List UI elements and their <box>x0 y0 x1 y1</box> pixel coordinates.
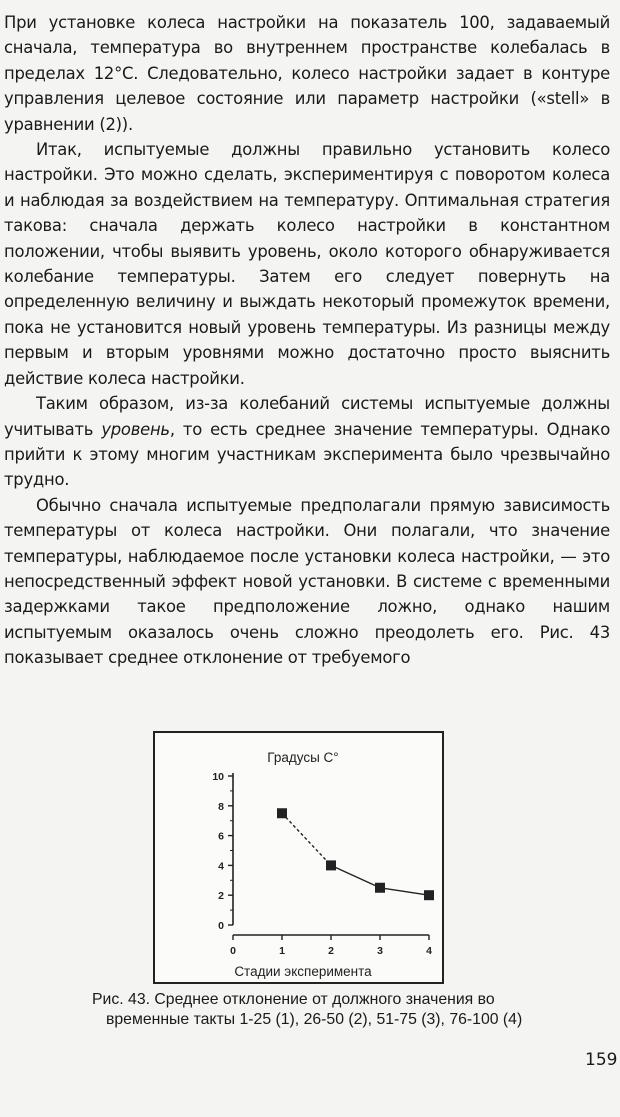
y-tick-label: 8 <box>218 800 224 813</box>
series-segment <box>380 888 429 895</box>
x-axis-title: Стадии эксперимента <box>234 964 372 979</box>
data-point-marker <box>277 808 287 818</box>
paragraph-1: При установке колеса настройки на показатель 100, задаваемый сначала, температура во внутреннем пространстве колебалась в пределах 12°C. Следовательно, колесо настройки задает в контуре управления целевое состояние или параметр настройки («stell» в уравнении (2)). <box>4 13 610 134</box>
series-segment <box>331 865 380 887</box>
x-tick-label: 2 <box>328 945 334 957</box>
y-tick-label: 2 <box>218 890 224 903</box>
x-tick-label: 4 <box>426 945 432 957</box>
data-point-marker <box>375 883 385 893</box>
chart-title: Градусы С° <box>267 750 339 765</box>
data-point-marker <box>326 860 336 870</box>
series-segment <box>282 813 331 865</box>
data-point-marker <box>424 890 434 900</box>
paragraph-3 <box>4 391 610 493</box>
y-tick-label: 6 <box>218 830 224 843</box>
caption-line-1: Рис. 43. Среднее отклонение от должного значения во <box>92 991 495 1008</box>
paragraph-4: Обычно сначала испытуемые предполагали прямую зависимость температуры от колеса настройки. Они полагали, что значение температуры, наблюдаемое после установки колеса настройки, — это непосредственный эффект новой установки. В системе с временными задержками такое предположение ложно, однако нашим испытуемым оказалось очень сложно преодолеть его. Рис. 43 показывает среднее отклонение от требуемого <box>4 495 610 668</box>
line-chart <box>155 733 442 982</box>
y-tick-label: 0 <box>218 920 224 932</box>
caption-line-2: временные такты 1-25 (1), 26-50 (2), 51-75 (3), 76-100 (4) <box>106 1011 523 1028</box>
emphasized-word: уровень <box>101 419 170 439</box>
x-tick-label: 0 <box>230 945 236 957</box>
body-text <box>4 10 610 671</box>
x-tick-label: 3 <box>377 945 383 957</box>
figure-43 <box>153 731 444 984</box>
y-tick-label: 4 <box>218 860 224 873</box>
paragraph-3-start: Таким образом, из-за колебаний системы испытуемые должны учитывать <box>4 394 610 439</box>
paragraph-3-end: , то есть среднее значение температуры. Однако прийти к этому многим участникам эксперимента было чрезвычайно трудно. <box>4 419 610 490</box>
figure-caption <box>92 990 612 1030</box>
y-tick-label: 10 <box>212 771 224 783</box>
paragraph-2: Итак, испытуемые должны правильно установить колесо настройки. Это можно сделать, экспериментируя с поворотом колеса и наблюдая за воздействием на температуру. Оптимальная стратегия такова: сначала держать колесо настройки в константном положении, чтобы выявить уровень, около которого обнаруживается колебание температуры. Затем его следует повернуть на определенную величину и выждать некоторый промежуток времени, пока не установится новый уровень температуры. Из разницы между первым и вторым уровнями можно достаточно просто выяснить действие колеса настройки. <box>4 140 610 388</box>
x-tick-label: 1 <box>279 945 285 957</box>
page-number: 159 <box>585 1050 618 1070</box>
